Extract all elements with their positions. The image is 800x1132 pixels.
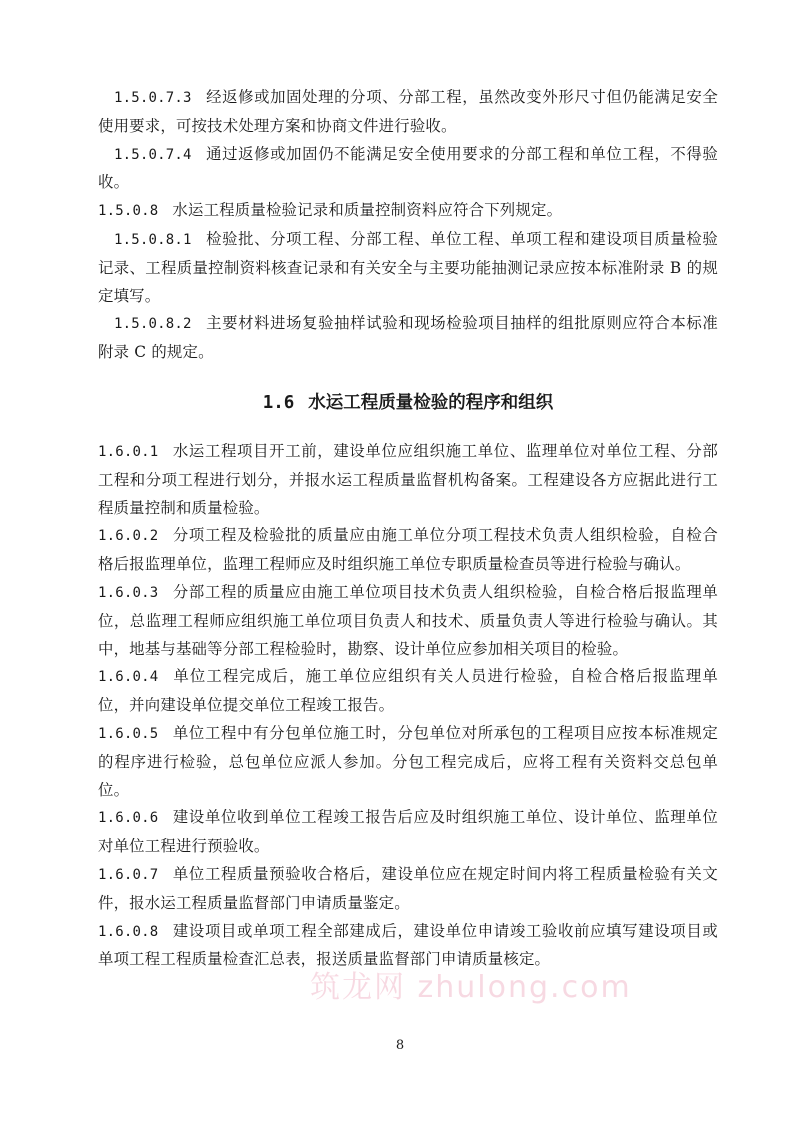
clause-text: 分部工程的质量应由施工单位项目技术负责人组织检验，自检合格后报监理单位，总监理工程师应组织施工单位项目负责人和技术、质量负责人等进行检验与确认。其中，地基与基础等分部工程检验时，勘察、设计单位应参加相关项目的检验。 <box>98 582 718 658</box>
clause-number: 1.6.0.3 <box>98 584 159 601</box>
clause-number: 1.5.0.7.3 <box>114 90 192 106</box>
section-title: 水运工程质量检验的程序和组织 <box>308 392 554 413</box>
clause-number: 1.6.0.2 <box>98 528 159 545</box>
clause-number: 1.6.0.1 <box>98 443 159 460</box>
clause-number: 1.6.0.5 <box>98 725 159 742</box>
clause-text: 分项工程及检验批的质量应由施工单位分项工程技术负责人组织检验，自检合格后报监理单位，监理工程师应及时组织施工单位专职质量检查员等进行检验与确认。 <box>98 526 718 574</box>
clause-text: 建设项目或单项工程全部建成后，建设单位申请竣工验收前应填写建设项目或单项工程工程质量检查汇总表，报送质量监督部门申请质量核定。 <box>98 921 718 969</box>
page-number: 8 <box>395 1038 405 1053</box>
section-number: 1.6 <box>262 392 295 413</box>
section-heading <box>98 390 718 416</box>
clause-text: 通过返修或加固仍不能满足安全使用要求的分部工程和单位工程，不得验收。 <box>98 144 718 192</box>
clause-1-6-0-1 <box>98 438 718 522</box>
clause-text: 检验批、分项工程、分部工程、单位工程、单项工程和建设项目质量检验记录、工程质量控制资料核查记录和有关安全与主要功能抽测记录应按本标准附录 B 的规定填写。 <box>98 229 718 305</box>
clause-1-6-0-7 <box>98 861 718 918</box>
clause-text: 水运工程项目开工前，建设单位应组织施工单位、监理单位对单位工程、分部工程和分项工程进行划分，并报水运工程质量监督机构备案。工程建设各方应据此进行工程质量控制和质量检验。 <box>98 441 718 517</box>
clause-1-5-0-8 <box>98 197 718 226</box>
clause-text: 单位工程质量预验收合格后，建设单位应在规定时间内将工程质量检验有关文件，报水运工程质量监督部门申请质量鉴定。 <box>98 864 718 912</box>
clause-number: 1.6.0.4 <box>98 669 159 686</box>
clause-1-6-0-3 <box>98 579 718 663</box>
clause-number: 1.5.0.8.1 <box>114 231 192 248</box>
clause-1-5-0-7-3 <box>98 84 718 141</box>
clause-text: 主要材料进场复验抽样试验和现场检验项目抽样的组批原则应符合本标准附录 C 的规定。 <box>98 314 718 362</box>
watermark: 筑龙网 zhulong.com <box>310 970 632 1005</box>
clause-1-6-0-4 <box>98 663 718 720</box>
clause-1-6-0-6 <box>98 804 718 861</box>
clause-number: 1.5.0.7.4 <box>114 146 192 163</box>
clause-1-6-0-5 <box>98 720 718 804</box>
page-content <box>98 84 718 974</box>
clause-text: 单位工程完成后，施工单位应组织有关人员进行检验，自检合格后报监理单位，并向建设单位提交单位工程竣工报告。 <box>98 667 718 715</box>
clause-1-6-0-2 <box>98 522 718 579</box>
clause-1-5-0-8-2 <box>98 310 718 367</box>
clause-text: 水运工程质量检验记录和质量控制资料应符合下列规定。 <box>172 201 563 220</box>
clause-1-5-0-7-4 <box>98 141 718 198</box>
clause-text: 单位工程中有分包单位施工时，分包单位对所承包的工程项目应按本标准规定的程序进行检验，总包单位应派人参加。分包工程完成后，应将工程有关资料交总包单位。 <box>98 723 718 799</box>
clause-text: 建设单位收到单位工程竣工报告后应及时组织施工单位、设计单位、监理单位对单位工程进行预验收。 <box>98 808 718 856</box>
clause-number: 1.6.0.7 <box>98 866 159 883</box>
clause-text: 经返修或加固处理的分项、分部工程，虽然改变外形尺寸但仍能满足安全使用要求，可按技术处理方案和协商文件进行验收。 <box>98 88 718 135</box>
clause-number: 1.6.0.6 <box>98 810 159 827</box>
clause-number: 1.6.0.8 <box>98 923 159 940</box>
clause-number: 1.5.0.8.2 <box>114 316 192 333</box>
clause-number: 1.5.0.8 <box>98 203 159 220</box>
clause-1-5-0-8-1 <box>98 226 718 310</box>
